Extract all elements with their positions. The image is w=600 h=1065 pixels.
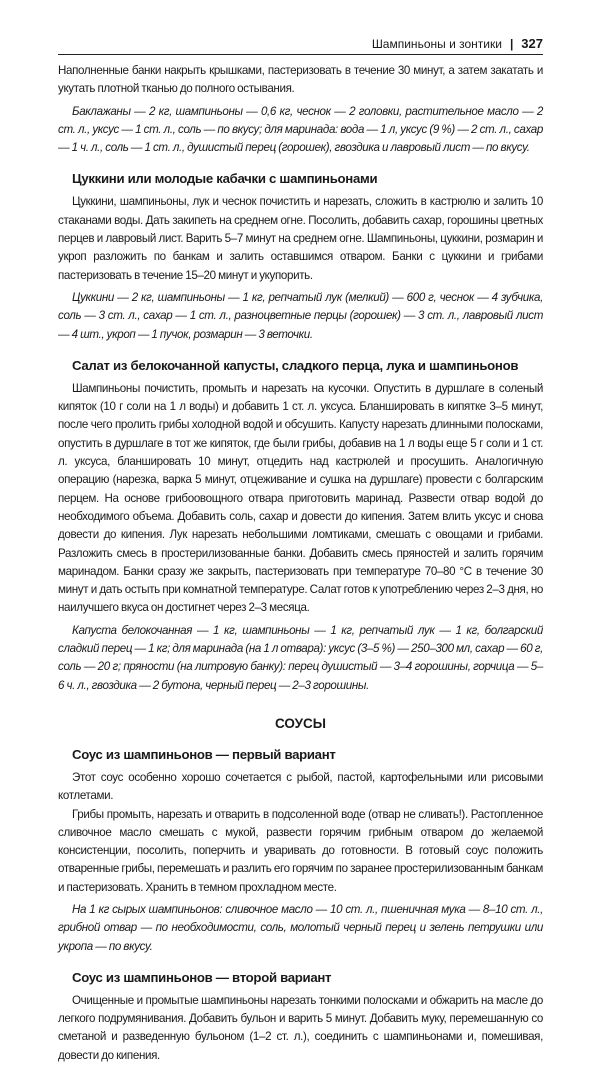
recipe-title: Соус из шампиньонов — первый вариант — [72, 746, 336, 762]
recipe-title: Цуккини или молодые кабачки с шампиньонами — [72, 171, 378, 187]
section-heading: СОУСЫ — [275, 715, 326, 731]
recipe-text: Грибы промыть, нарезать и отварить в подсоленной воде (отвар не сливать!). Растопленное сливочное масло смешать с мукой, развести горячим грибным отваром до желаемой консистенции, посолить, поперчить и уваривать до готовности. В готовый соус положить отваренные грибы, перемешать и разлить его горячим по заранее простерилизованным банкам и пастеризовать. Хранить в темном прохладном месте. — [58, 807, 543, 894]
header-rule — [58, 54, 543, 55]
header-separator: | — [509, 36, 514, 51]
recipe-ingredients: На 1 кг сырых шампиньонов: сливочное масло — 10 ст. л., пшеничная мука — 8–10 ст. л., грибной отвар — по необходимости, соль, молотый черный перец и зелень петрушки или укропа — по вкусу. — [58, 902, 543, 953]
intro-ingredients: Баклажаны — 2 кг, шампиньоны — 0,6 кг, чеснок — 2 головки, растительное масло — 2 ст. л., уксус — 1 ст. л., соль — по вкусу; для маринада: вода — 1 л, уксус (9 %) — 2 ст. л., сахар — 1 ч. л., соль — 1 ст. л., душистый перец (горошек), гвоздика и лавровый лист — по вкусу. — [58, 104, 543, 155]
page-content — [58, 62, 543, 1065]
recipe-text: Этот соус особенно хорошо сочетается с рыбой, пастой, картофельными или рисовыми котлетами. — [58, 770, 543, 803]
recipe-text: Шампиньоны почистить, промыть и нарезать на кусочки. Опустить в дуршлаге в соленый кипяток (10 г соли на 1 л воды) и добавить 1 ст. л. уксуса. Бланшировать в кипятке 3–5 минут, после чего пролить грибы холодной водой и обсушить. Капусту нарезать длинными полосками, опустить в дуршлаге в тот же кипяток, где были грибы, добавив на 1 л воды еще 5 г соли и 1 ст. л. уксуса, бланшировать 10 минут, отцедить над кастрюлей и просушить. Аналогичную операцию (нарезка, варка 5 минут, отцеживание и сушка на дуршлаге) провести с болгарским перцем. На основе грибоовощного отвара приготовить маринад. Развести отвар водой до необходимого объема. Добавить соль, сахар и довести до кипения. Затем влить уксус и снова довести до кипения. Лук нарезать небольшими ломтиками, смешать с овощами и грибами. Разложить смесь в простерилизованные банки. Добавить смесь пряностей и залить горячим маринадом. Банки сразу же закрыть, пастеризовать при температуре 70–80 °С в течение 30 минут и дать остыть при комнатной температуре. Салат готов к употреблению через 2–3 дня, но наилучшего вкуса он достигнет через 2–3 месяца. — [58, 381, 543, 615]
recipe-title: Соус из шампиньонов — второй вариант — [72, 969, 332, 985]
page-number: 327 — [521, 36, 543, 51]
recipe-ingredients: Цуккини — 2 кг, шампиньоны — 1 кг, репчатый лук (мелкий) — 600 г, чеснок — 4 зубчика, соль — 3 ст. л., сахар — 1 ст. л., разноцветные перцы (горошек) — 3 ст. л., лавровый лист — 4 шт., укроп — 1 пучок, розмарин — 3 веточки. — [58, 290, 543, 341]
recipe-ingredients: Капуста белокочанная — 1 кг, шампиньоны — 1 кг, репчатый лук — 1 кг, болгарский сладкий перец — 1 кг; для маринада (на 1 л отвара): уксус (3–5 %) — 250–300 мл, сахар — 60 г, соль — 20 г; пряности (на литровую банку): перец душистый — 3–4 горошины, горчица — 5–6 ч. л., гвоздика — 2 бутона, черный перец — 2–3 горошины. — [58, 623, 543, 692]
running-header — [372, 36, 543, 51]
section-title: Шампиньоны и зонтики — [371, 36, 502, 51]
intro-paragraph: Наполненные банки накрыть крышками, пастеризовать в течение 30 минут, а затем закатать и укутать плотной тканью до полного остывания. — [58, 64, 543, 96]
recipe-text: Цуккини, шампиньоны, лук и чеснок почистить и нарезать, сложить в кастрюлю и залить 10 стаканами воды. Дать закипеть на среднем огне. Посолить, добавить сахар, горошины цветных перцев и лавровый лист. Варить 5–7 минут на среднем огне. Шампиньоны, цуккини, розмарин и укроп разложить по банкам и залить оставшимся отваром. Банки с цуккини и грибами пастеризовать в течение 15–20 минут и укупорить. — [58, 195, 543, 282]
recipe-title: Салат из белокочанной капусты, сладкого перца, лука и шампиньонов — [72, 357, 519, 373]
recipe-text: Очищенные и промытые шампиньоны нарезать тонкими полосками и обжарить на масле до легкого подрумянивания. Добавить бульон и варить 5 минут. Добавить муку, перемешанную со сметаной и разведенную бульоном (1–2 ст. л.), соединить с шампиньонами и, помешивая, довести до кипения. — [58, 993, 543, 1062]
